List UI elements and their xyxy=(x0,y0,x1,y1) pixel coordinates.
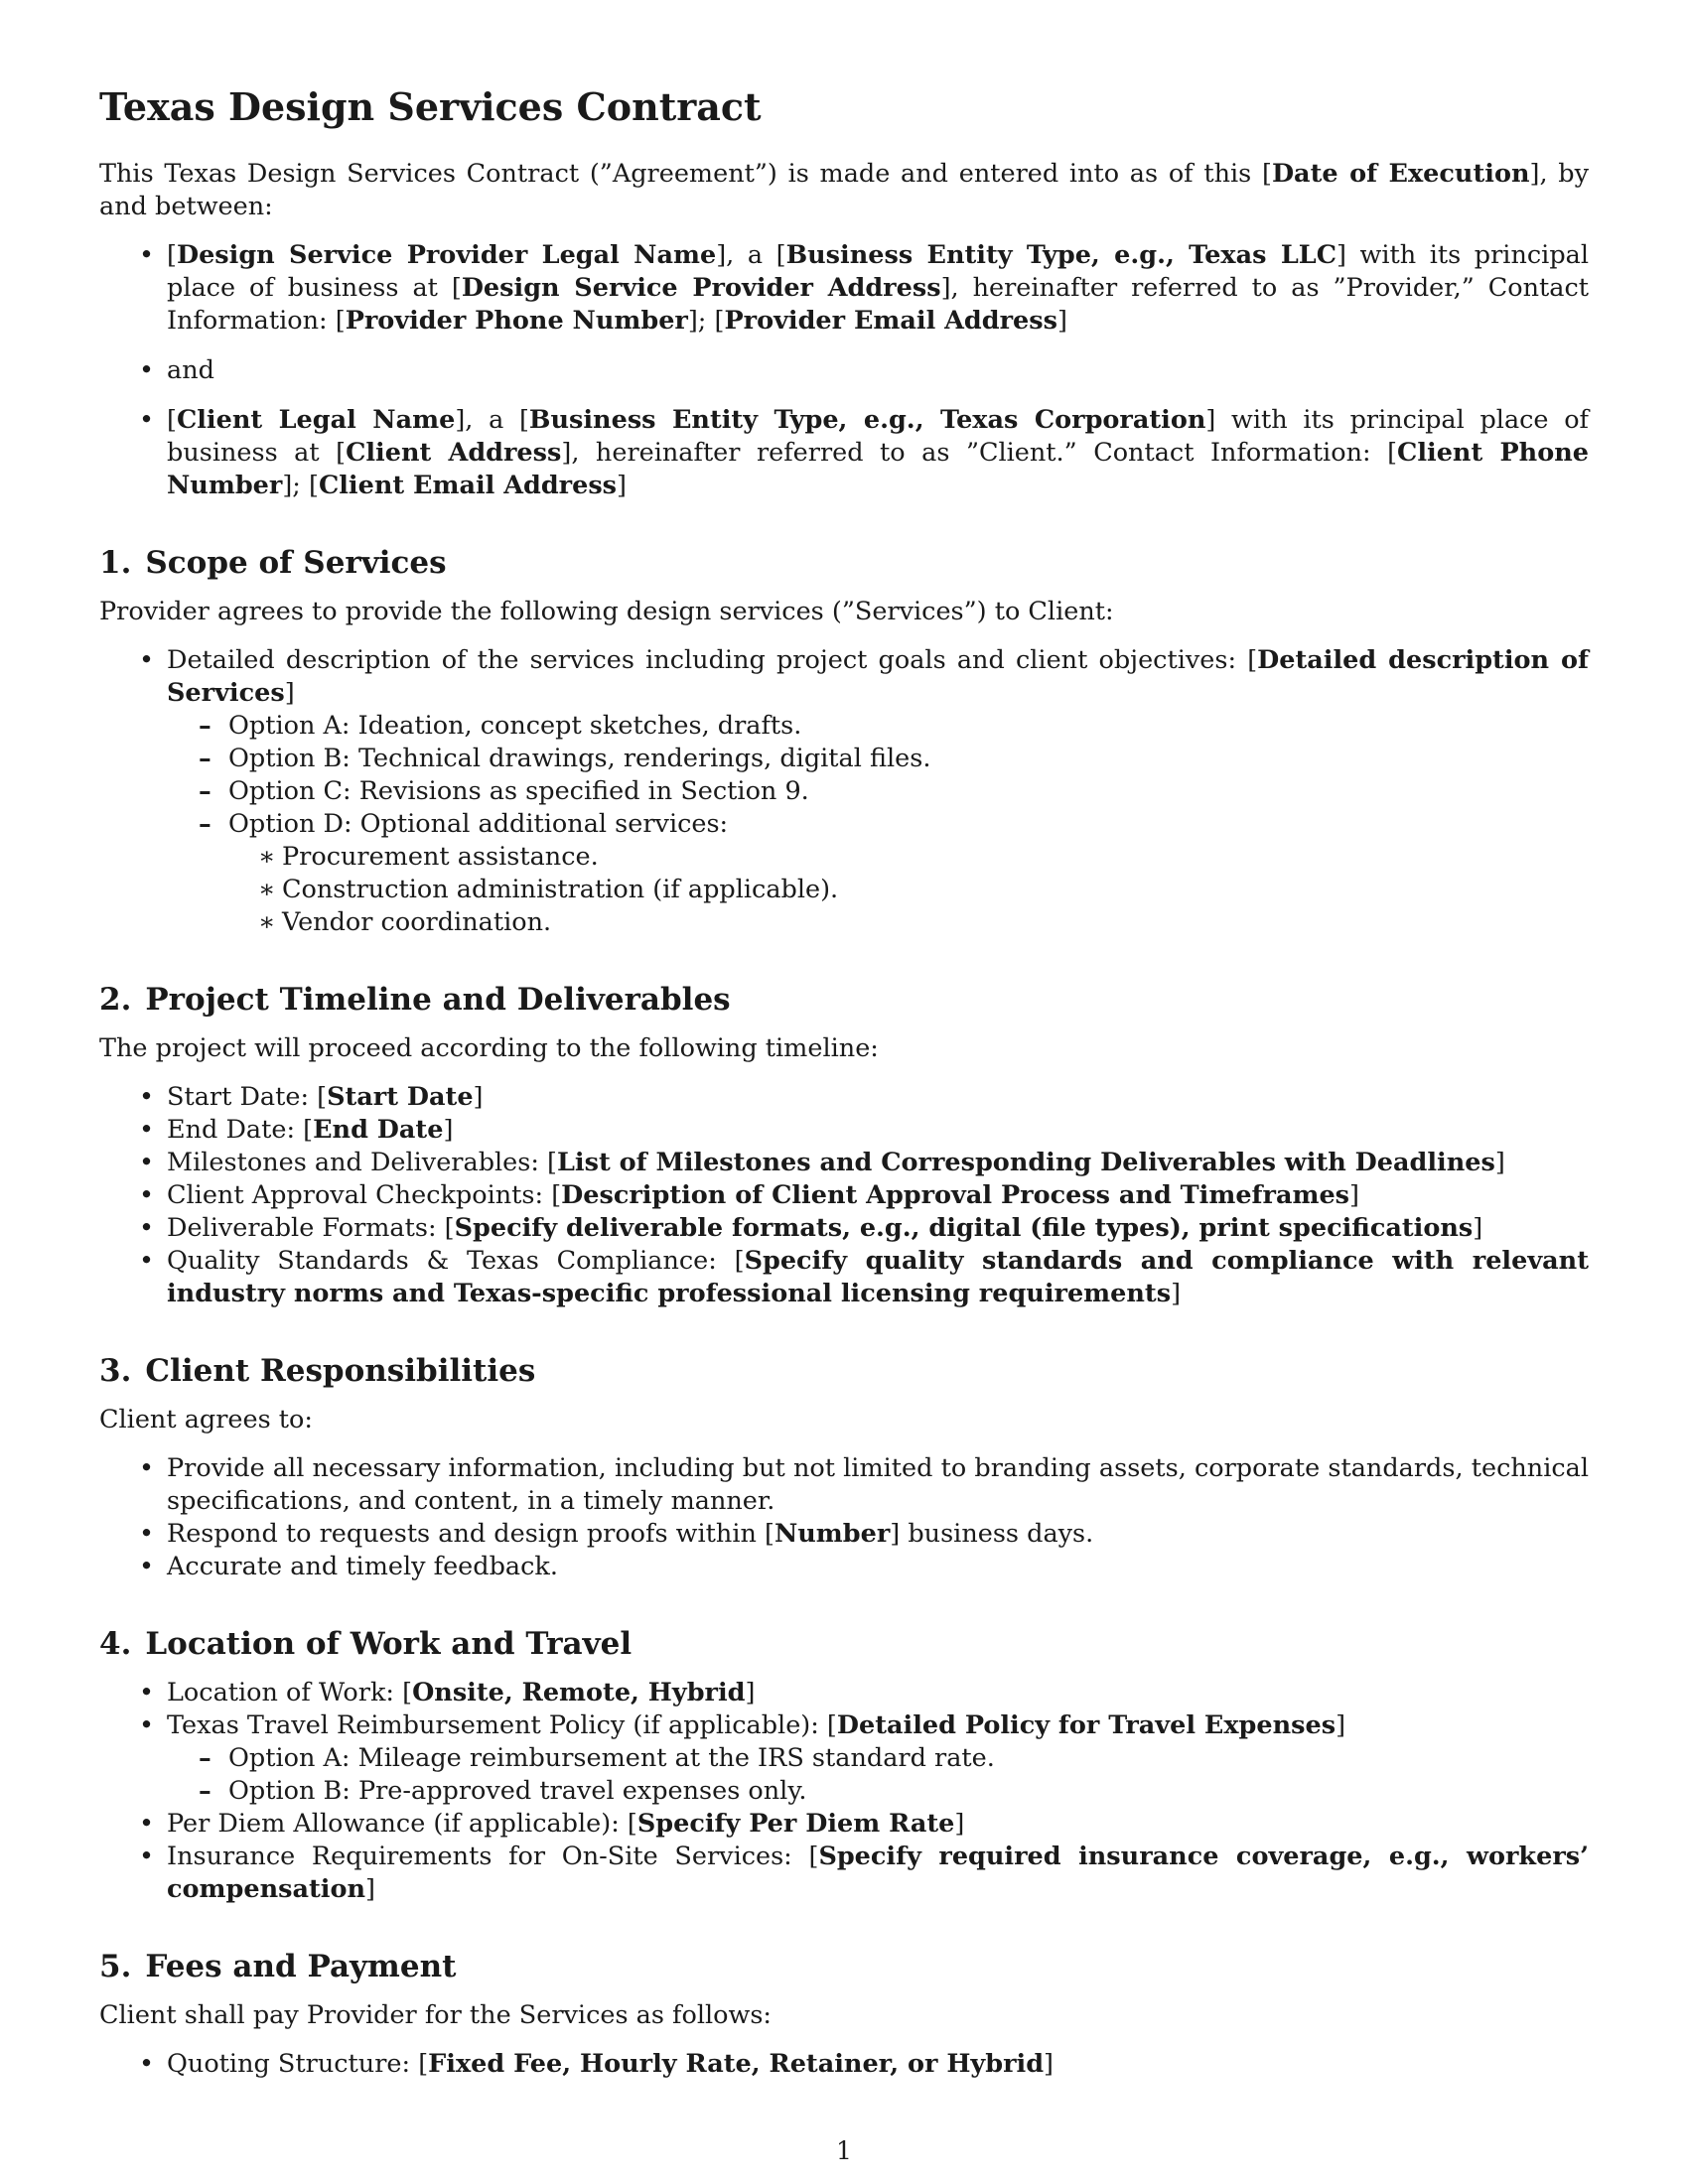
services-description-field: Detailed description of Services xyxy=(167,645,1589,708)
client-party: • [Client Legal Name], a [Business Entity Type, e.g., Texas Corporation] with its principal place of business at [Client Address], hereinafter referred to as ”Client.” Contact Information: [Client Phone Number]; [Client Email Address] xyxy=(99,404,1589,502)
deliverable-formats-field: Specify deliverable formats, e.g., digital (file types), print specifications xyxy=(454,1213,1474,1243)
section-3-intro: Client agrees to: xyxy=(99,1405,313,1434)
list-item: – Option B: Technical drawings, renderings, digital files. xyxy=(167,743,1589,775)
quoting-structure-field: Fixed Fee, Hourly Rate, Retainer, or Hybrid xyxy=(428,2049,1045,2079)
intro-paragraph: This Texas Design Services Contract (”Agreement”) is made and entered into as of this [Date of Execution], by and between: xyxy=(99,159,1590,221)
section-5-intro: Client shall pay Provider for the Services as follows: xyxy=(99,2000,773,2030)
list-item: • Quoting Structure: [Fixed Fee, Hourly Rate, Retainer, or Hybrid] xyxy=(99,2048,1589,2081)
list-item: – Option C: Revisions as specified in Section 9. xyxy=(167,775,1589,808)
list-item: ∗ Construction administration (if applicable). xyxy=(228,874,1589,906)
section-1-list xyxy=(99,644,1589,939)
provider-address-field: Design Service Provider Address xyxy=(461,273,941,303)
section-3-heading: 3. Client Responsibilities xyxy=(99,1353,536,1389)
list-item: • Detailed description of the services including project goals and client objectives: [Detailed description of Services] – Option A: Ideation, concept sketches, drafts. – Option B: Technical drawings, renderings, digital files. – Option C: Revisions as specified in Section 9. – Option D: Optional additional services: ∗ Procurement assistance. ∗ Construction administration (if applicable). ∗ Vendor coordination. xyxy=(99,644,1589,939)
section-5-list xyxy=(99,2048,1589,2081)
section-2-list xyxy=(99,1081,1589,1310)
list-item: ∗ Vendor coordination. xyxy=(228,906,1589,939)
milestones-field: List of Milestones and Corresponding Deliverables with Deadlines xyxy=(557,1148,1495,1177)
client-phone-field: Client Phone Number xyxy=(167,438,1589,500)
section-1-intro: Provider agrees to provide the following design services (”Services”) to Client: xyxy=(99,597,1114,626)
client-entity-field: Business Entity Type, e.g., Texas Corporation xyxy=(528,405,1206,435)
quality-standards-field: Specify quality standards and compliance with relevant industry norms and Texas-specific professional licensing requirements xyxy=(167,1246,1589,1308)
list-item: • Deliverable Formats: [Specify deliverable formats, e.g., digital (file types), print specifications] xyxy=(99,1212,1589,1245)
list-item: • Quality Standards & Texas Compliance: [Specify quality standards and compliance with relevant industry norms and Texas-specific professional licensing requirements] xyxy=(99,1245,1589,1310)
section-2-intro: The project will proceed according to the following timeline: xyxy=(99,1033,879,1063)
end-date-field: End Date xyxy=(313,1115,444,1145)
list-item: – Option A: Mileage reimbursement at the IRS standard rate. xyxy=(167,1742,1589,1775)
list-item: • Insurance Requirements for On-Site Services: [Specify required insurance coverage, e.g., workers’ compensation] xyxy=(99,1841,1589,1906)
parties-list xyxy=(99,239,1589,502)
provider-phone-field: Provider Phone Number xyxy=(345,306,688,336)
provider-email-field: Provider Email Address xyxy=(724,306,1057,336)
client-address-field: Client Address xyxy=(346,438,562,468)
list-item: • Location of Work: [Onsite, Remote, Hybrid] xyxy=(99,1677,1589,1709)
provider-name-field: Design Service Provider Legal Name xyxy=(176,240,717,270)
list-item: • Milestones and Deliverables: [List of Milestones and Corresponding Deliverables with Deadlines] xyxy=(99,1147,1589,1179)
list-item: – Option A: Ideation, concept sketches, drafts. xyxy=(167,710,1589,743)
additional-services-list xyxy=(228,841,1589,939)
list-item: • Accurate and timely feedback. xyxy=(99,1551,1589,1583)
page-number: 1 xyxy=(836,2136,852,2165)
list-item: • Per Diem Allowance (if applicable): [Specify Per Diem Rate] xyxy=(99,1808,1589,1841)
per-diem-field: Specify Per Diem Rate xyxy=(636,1809,955,1839)
section-4-heading: 4. Location of Work and Travel xyxy=(99,1626,633,1662)
section-3-list xyxy=(99,1452,1589,1583)
work-location-field: Onsite, Remote, Hybrid xyxy=(412,1678,746,1707)
client-email-field: Client Email Address xyxy=(318,471,618,500)
list-item: • Start Date: [Start Date] xyxy=(99,1081,1589,1114)
scope-options-list xyxy=(167,710,1589,939)
insurance-field: Specify required insurance coverage, e.g., workers’ compensation xyxy=(167,1842,1589,1904)
list-item: ∗ Procurement assistance. xyxy=(228,841,1589,874)
and-item: • and xyxy=(99,354,1589,387)
travel-policy-field: Detailed Policy for Travel Expenses xyxy=(836,1710,1336,1740)
response-days-field: Number xyxy=(774,1519,891,1549)
start-date-field: Start Date xyxy=(327,1082,474,1112)
list-item: • Provide all necessary information, including but not limited to branding assets, corporate standards, technical specifications, and content, in a timely manner. xyxy=(99,1452,1589,1518)
approval-checkpoints-field: Description of Client Approval Process and Timeframes xyxy=(561,1180,1350,1210)
date-of-execution-field: Date of Execution xyxy=(1271,159,1530,189)
travel-options-list xyxy=(167,1742,1589,1808)
provider-entity-field: Business Entity Type, e.g., Texas LLC xyxy=(785,240,1337,270)
list-item: • Client Approval Checkpoints: [Description of Client Approval Process and Timeframes] xyxy=(99,1179,1589,1212)
list-item: • Texas Travel Reimbursement Policy (if applicable): [Detailed Policy for Travel Expenses] – Option A: Mileage reimbursement at the IRS standard rate. – Option B: Pre-approved travel expenses only. xyxy=(99,1709,1589,1808)
section-5-heading: 5. Fees and Payment xyxy=(99,1949,457,1984)
client-name-field: Client Legal Name xyxy=(176,405,456,435)
list-item: – Option D: Optional additional services: ∗ Procurement assistance. ∗ Construction administration (if applicable). ∗ Vendor coordination. xyxy=(167,808,1589,939)
document-page xyxy=(99,84,1589,2081)
section-4-list xyxy=(99,1677,1589,1906)
list-item: • Respond to requests and design proofs within [Number] business days. xyxy=(99,1518,1589,1551)
section-2-heading: 2. Project Timeline and Deliverables xyxy=(99,982,731,1018)
document-title: Texas Design Services Contract xyxy=(99,84,762,129)
list-item: – Option B: Pre-approved travel expenses only. xyxy=(167,1775,1589,1808)
provider-party: • [Design Service Provider Legal Name], a [Business Entity Type, e.g., Texas LLC] with its principal place of business at [Design Service Provider Address], hereinafter referred to as ”Provider,” Contact Information: [Provider Phone Number]; [Provider Email Address] xyxy=(99,239,1589,338)
section-1-heading: 1. Scope of Services xyxy=(99,545,447,581)
list-item: • End Date: [End Date] xyxy=(99,1114,1589,1147)
